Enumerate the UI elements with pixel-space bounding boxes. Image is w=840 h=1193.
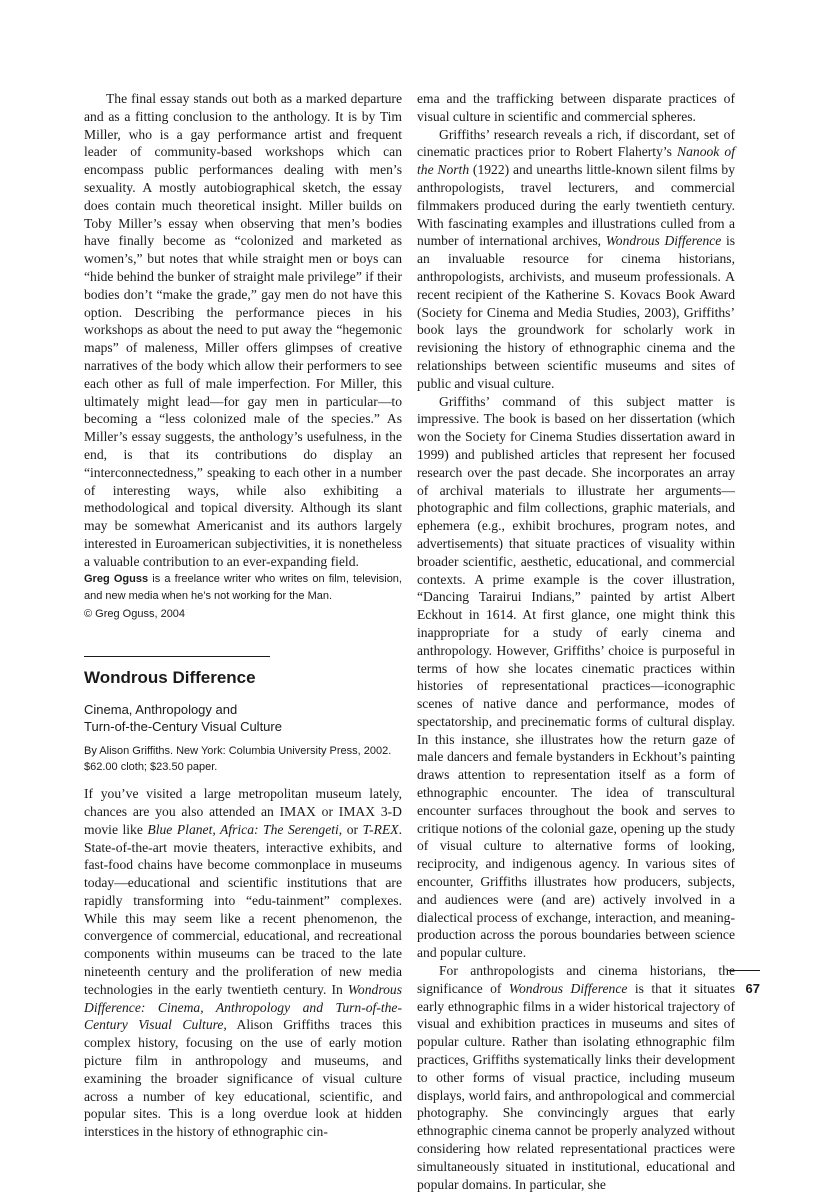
page-number-rule [727, 970, 760, 971]
left-column [84, 90, 402, 1141]
review-title: Wondrous Difference [84, 668, 256, 688]
review-subtitle-line-2: Turn-of-the-Century Visual Culture [84, 719, 282, 735]
book-title: Wondrous Difference: Cinema, Anthropology and Turn-of-the-Century Visual Culture, [84, 981, 402, 1033]
page-number: 67 [745, 981, 760, 996]
text-run: . State-of-the-art movie theaters, interactive exhibits, and fast-food chains have become commonplace in museums today—educational and scientific institutions that are rapidly transforming into “edu-tainment” complexes. While this may seem like a recent phenomenon, the convergence of commercial, educational, and recreational components within museums can be traced to the late nineteenth century and the proliferation of new media technologies in the early twentieth century. In [84, 821, 402, 997]
text-run: (1922) and unearths little-known silent films by anthropologists, travel lecturers, and commercial filmmakers produced during the early twentieth century. With fascinating examples and illustrations culled from a number of international archives, [417, 162, 735, 249]
review-paragraph-4 [417, 962, 735, 1193]
film-title: Blue Planet, Africa: The Serengeti, [147, 821, 343, 837]
author-bio [84, 571, 402, 607]
text-run: If you’ve visited a large metropolitan museum lately, chances are you also attended an IMAX or IMAX 3-D movie like [84, 786, 402, 837]
author-bio-text: is a freelance writer who writes on film, television, and new media when he’s not working for the Man. [84, 572, 402, 603]
book-title: Wondrous Difference [605, 233, 722, 249]
review-paragraph-continued: ema and the trafficking between disparate practices of visual culture in scientific and commercial spheres. [417, 91, 735, 124]
author-name: Greg Oguss [84, 572, 149, 585]
bibliographic-info: By Alison Griffiths. New York: Columbia University Press, 2002. $62.00 cloth; $23.50 paper. [84, 745, 392, 774]
text-run: is that it situates early ethnographic films in a wider historical trajectory of visual and exhibition practices in museums and sites of popular culture. Rather than isolating ethnographic film practices, Griffiths systematically links their development to other forms of visual practice, including museum displays, world fairs, and anthropological and commercial photography. She convincingly argues that early ethnographic cinema cannot be properly analyzed without considering how related representational practices were simultaneously situated in institutional, educational and popular domains. In particular, she [417, 980, 736, 1192]
film-title: Nanook of the North [417, 144, 735, 178]
section-divider [84, 656, 270, 657]
text-run: Alison Griffiths traces this complex history, focusing on the use of early motion picture film in anthropology and museums, and examining the broader significance of visual culture across a number of key educational, scientific, and popular sites. This is a long overdue look at hidden interstices in the history of ethnographic cin- [84, 1017, 402, 1140]
review-paragraph-3: Griffiths’ command of this subject matter is impressive. The book is based on her dissertation (which won the Society for Cinema Studies dissertation award in 1999) and published articles that represent her focused research over the past decade. She incorporates an array of archival materials to illustrate her arguments—photographic and film collections, graphic materials, and ephemera (e.g., exhibit brochures, program notes, and advertisements) that situate practices of visuality within broader scientific, aesthetic, educational, and commercial contexts. A prime example is the cover illustration, “Dancing Tarairui Indians,” painted by artist Albert Eckhout in 1614. At first glance, one might think this inappropriate for a study of early cinema and anthropology. However, Griffiths’ choice is purposeful in terms of how she locates cinematic practices within histories of representational practices—iconographic scenes of native dance and performance, modes of spectatorship, and precinematic forms of cultural display. In this instance, she illustrates how the return gaze of male dancers and female bystanders in Eckhout’s painting draws attention to representation itself as a form of ethnographic encounter. The idea of transcultural encounter surfaces throughout the book and serves to critique notions of the colonial gaze, opening up the study of visual culture to alternative forms of looking, reciprocity, and indigenous agency. In various sites of encounter, Griffiths illustrates how producers, subjects, and audiences were (and are) actively involved in a dialectical process of exchange, interaction, and meaning-production across the porous boundaries between science and popular culture. [417, 393, 735, 961]
review-paragraph-2 [417, 126, 735, 393]
review-subtitle [84, 701, 402, 735]
film-title: T-REX [362, 821, 399, 837]
copyright-notice: © Greg Oguss, 2004 [84, 608, 186, 621]
text-run: or [342, 821, 363, 837]
essay-conclusion-paragraph: The final essay stands out both as a marked departure and as a fitting conclusion to the anthology. It is by Tim Miller, who is a gay performance artist and frequent leader of community-based workshops which can encompass public performances dealing with men’s sexuality. A mostly autobiographical sketch, the essay does contain much theoretical insight. Miller builds on Toby Miller’s essay when observing that men’s bodies have finally become as “colonized and marketed as women’s,” but notes that while straight men or boys can “hide behind the bunker of straight male privilege” if their bodies don’t “make the grade,” gay men do not have this option. Describing the performance pieces in his workshops as about the need to put away the “hegemonic maps” of maleness, Miller offers glimpses of creative narratives of the body which allow their performers to see each other as full of male imperfection. For Miller, this ultimately might lead—for gay men in particular—to becoming a “less colonized male of the species.” As Miller’s essay suggests, the anthology’s usefulness, in the end, is that its contributions do display an “interconnectedness,” speaking to each other in a number of interesting ways, while also exhibiting a methodological and topical diversity. Although its slant may be somewhat Americanist and its authors largely interested in Euroamerican subjectivities, it is nonetheless a valuable contribution to an ever-expanding field. [84, 91, 402, 569]
text-run: Griffiths’ research reveals a rich, if discordant, set of cinematic practices prior to Robert Flaherty’s [417, 126, 735, 160]
right-column [417, 90, 735, 1193]
review-paragraph-1 [84, 785, 402, 1141]
text-run: is an invaluable resource for cinema historians, anthropologists, archivists, and museum professionals. A recent recipient of the Katherine S. Kovacs Book Award (Society for Cinema and Media Studies, 2003), Griffiths’ book lays the groundwork for scholarly work in revisioning the history of ethnographic cinema and the relationships between scientific museums and sites of public and visual culture. [417, 233, 736, 391]
text-run: For anthropologists and cinema historians, the significance of [417, 963, 735, 996]
review-subtitle-line-1: Cinema, Anthropology and [84, 702, 238, 718]
book-title: Wondrous Difference [508, 980, 628, 996]
